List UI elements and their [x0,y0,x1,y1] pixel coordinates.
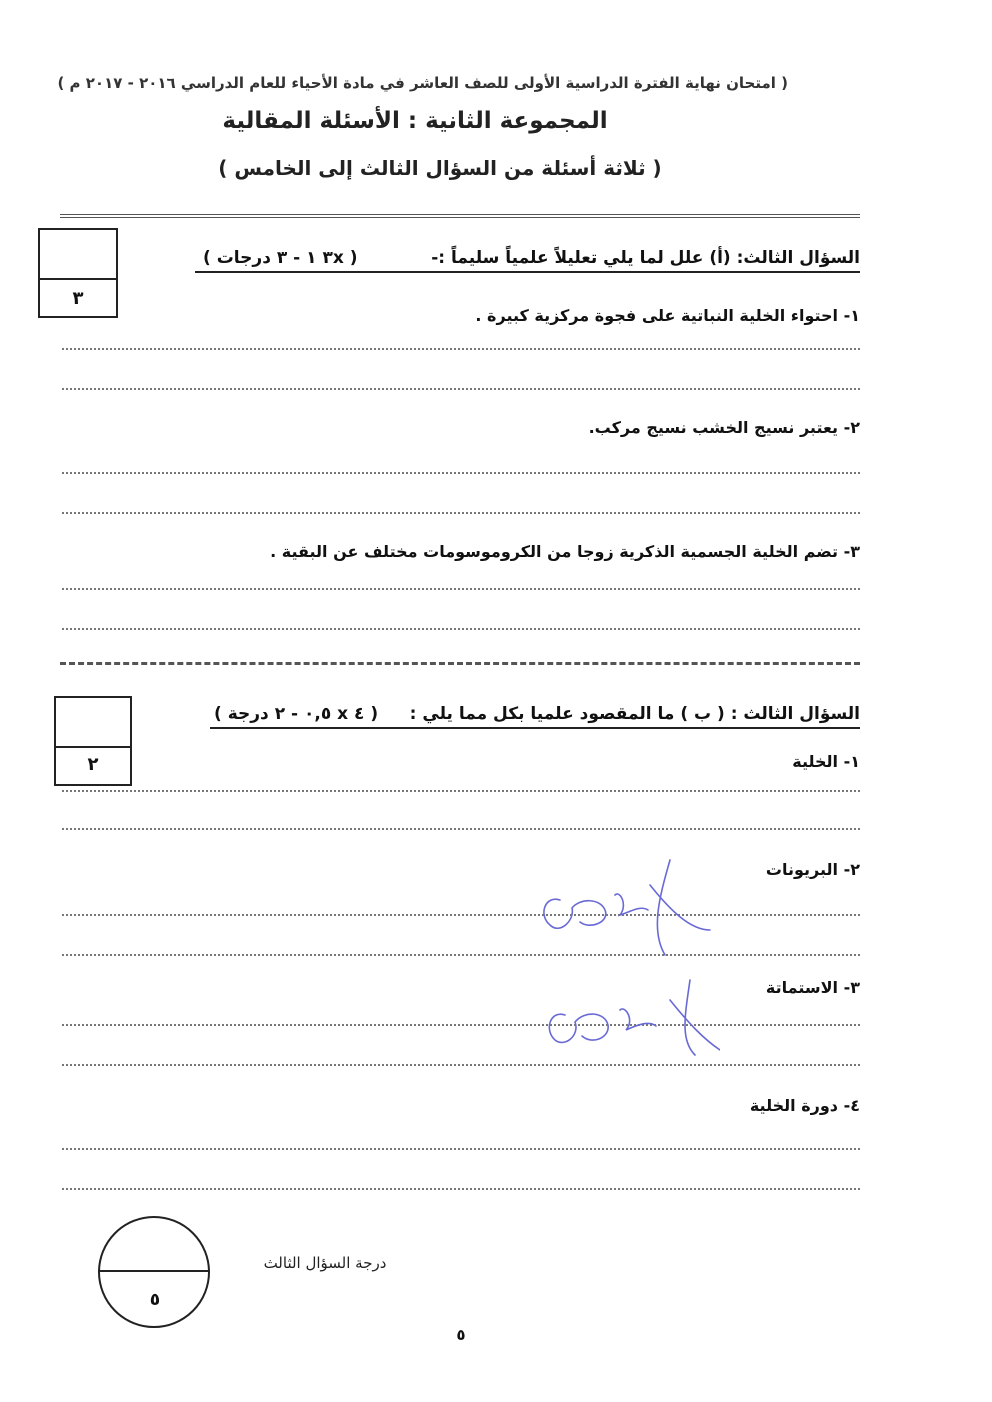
group-subtitle: ( ثلاثة أسئلة من السؤال الثالث إلى الخامس ) [218,156,662,180]
answer-line [62,790,860,792]
total-score-label: درجة السؤال الثالث [263,1254,387,1272]
answer-line [62,388,860,390]
total-score-circle [98,1216,210,1328]
answer-line [62,628,860,630]
question-a-item-1: ١- احتواء الخلية النباتية على فجوة مركزية كبيرة . [475,306,860,325]
handwritten-x-mark [670,980,720,1055]
score-box-divider [56,746,130,748]
separator-top [60,214,860,218]
question-b-item-3: ٣- الاستماتة [765,978,860,997]
question-b-item-4: ٤- دورة الخلية [749,1096,860,1115]
answer-line [62,588,860,590]
answer-line [62,954,860,956]
score-box-b [54,696,132,786]
score-box-divider [40,278,116,280]
answer-line [62,1188,860,1190]
answer-line [62,348,860,350]
answer-line [62,512,860,514]
question-a-item-3: ٣- تضم الخلية الجسمية الذكرية زوجا من الكروموسومات مختلف عن البقية . [270,542,860,561]
answer-line [62,1148,860,1150]
answer-line [62,1024,860,1026]
handwritten-x-mark [650,860,710,955]
handwritten-scribble [544,894,648,928]
question-a-marks: ( ٣x ١ - ٣ درجات ) [203,248,358,268]
question-b-item-1: ١- الخلية [792,752,860,771]
answer-line [62,1064,860,1066]
question-b-marks: ( ٤ x ٠,٥ - ٢ درجة ) [214,704,379,724]
handwritten-marks [520,850,720,1080]
answer-line [62,914,860,916]
separator-middle [60,662,860,665]
answer-line [62,828,860,830]
score-box-a-value: ٣ [72,288,84,309]
exam-header: ( امتحان نهاية الفترة الدراسية الأولى للصف العاشر في مادة الأحياء للعام الدراسي ٢٠١٦ - ٢٠١٧ م ) [57,74,788,92]
page-number: ٥ [456,1326,466,1344]
question-b-title: السؤال الثالث : ( ب ) ما المقصود علميا بكل مما يلي : [409,704,860,724]
question-b-item-2: ٢- البريونات [765,860,860,879]
question-a-item-2: ٢- يعتبر نسيج الخشب نسيج مركب. [588,418,860,437]
question-b-title-row [210,704,860,729]
question-a-title: السؤال الثالث: (أ) علل لما يلي تعليلاً علمياً سليماً :- [431,248,860,268]
answer-line [62,472,860,474]
question-a-title-row [195,248,860,273]
handwritten-scribble [549,1009,656,1042]
total-score-divider [98,1270,210,1272]
score-box-b-value: ٢ [87,754,99,775]
score-box-a [38,228,118,318]
total-score-value: ٥ [149,1290,161,1310]
group-title: المجموعة الثانية : الأسئلة المقالية [222,108,608,134]
